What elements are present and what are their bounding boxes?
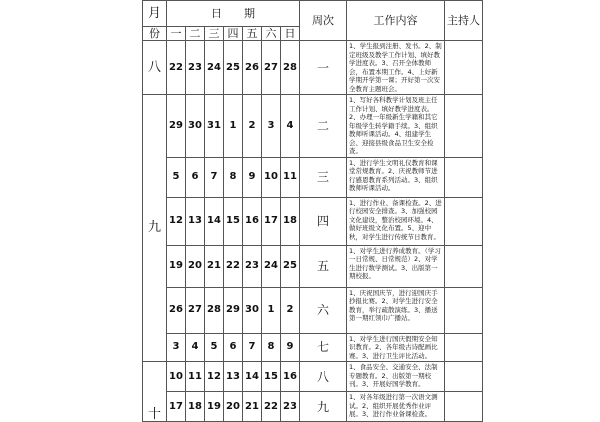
day-cell: 9 — [281, 333, 300, 362]
host-cell — [445, 197, 483, 245]
day-cell: 19 — [205, 392, 224, 422]
day-cell: 14 — [243, 362, 262, 392]
day-cell: 7 — [205, 157, 224, 197]
table-row — [143, 157, 483, 197]
day-cell: 22 — [167, 41, 186, 95]
table-row — [143, 362, 483, 392]
day-cell: 4 — [186, 333, 205, 362]
host-cell — [445, 333, 483, 362]
day-cell: 11 — [281, 157, 300, 197]
day-cell: 19 — [167, 245, 186, 287]
day-cell: 22 — [224, 245, 243, 287]
weekday-fri: 五 — [243, 27, 262, 41]
day-cell: 23 — [186, 41, 205, 95]
weekday-wed: 三 — [205, 27, 224, 41]
weekday-tue: 二 — [186, 27, 205, 41]
day-cell: 5 — [205, 333, 224, 362]
day-cell: 28 — [281, 41, 300, 95]
day-cell: 23 — [243, 245, 262, 287]
day-cell: 24 — [205, 41, 224, 95]
month-sep: 九 — [143, 95, 167, 362]
host-cell — [445, 95, 483, 158]
day-cell: 4 — [281, 95, 300, 158]
day-cell: 5 — [167, 157, 186, 197]
day-cell: 10 — [262, 157, 281, 197]
day-cell: 29 — [224, 287, 243, 333]
day-cell: 6 — [224, 333, 243, 362]
host-cell — [445, 245, 483, 287]
day-cell: 30 — [186, 95, 205, 158]
schedule-table — [142, 0, 483, 422]
day-cell: 15 — [224, 197, 243, 245]
day-cell: 15 — [262, 362, 281, 392]
weekday-sat: 六 — [262, 27, 281, 41]
day-cell: 12 — [167, 197, 186, 245]
day-cell: 27 — [186, 287, 205, 333]
host-cell — [445, 157, 483, 197]
host-cell — [445, 362, 483, 392]
day-cell: 26 — [167, 287, 186, 333]
day-cell: 16 — [243, 197, 262, 245]
work-content: 1、对学生进行养成教育。（学习一日常规、日常规范）2、对学生进行数学测试。3、出版第一期校报。 — [347, 245, 445, 287]
week-number: 八 — [300, 362, 347, 392]
day-cell: 26 — [243, 41, 262, 95]
day-cell: 6 — [186, 157, 205, 197]
month-oct: 十 — [143, 362, 167, 422]
day-cell: 7 — [243, 333, 262, 362]
day-cell: 17 — [167, 392, 186, 422]
day-cell: 21 — [205, 245, 224, 287]
work-content: 1、庆祝国庆节，进行迎国庆手抄报比赛。2、对学生进行安全教育，举行疏散演练。3、播送第一期红领巾广播站。 — [347, 287, 445, 333]
day-cell: 8 — [262, 333, 281, 362]
day-cell: 17 — [262, 197, 281, 245]
work-content: 1、对各年级进行第一次语文测试。2、组织开展优秀作业评展。3、进行作业备课检查。 — [347, 392, 445, 422]
month-aug: 八 — [143, 41, 167, 95]
day-cell: 1 — [262, 287, 281, 333]
day-cell: 10 — [167, 362, 186, 392]
week-number: 五 — [300, 245, 347, 287]
host-cell — [445, 287, 483, 333]
table-row — [143, 245, 483, 287]
work-content: 1、进行学生文明礼仪教育和课堂常规教育。2、庆祝教师节进行感恩教育系列活动。3、组织教师听课活动。 — [347, 157, 445, 197]
day-cell: 25 — [281, 245, 300, 287]
day-cell: 3 — [167, 333, 186, 362]
weekday-mon: 一 — [167, 27, 186, 41]
day-cell: 11 — [186, 362, 205, 392]
header-date: 日 期 — [167, 1, 300, 27]
week-number: 九 — [300, 392, 347, 422]
day-cell: 18 — [281, 197, 300, 245]
work-content: 1、对学生进行国庆假期安全知识教育。2、各年级古诗配画比赛。3、进行卫生评比活动。 — [347, 333, 445, 362]
day-cell: 24 — [262, 245, 281, 287]
weekday-thu: 四 — [224, 27, 243, 41]
week-number: 六 — [300, 287, 347, 333]
day-cell: 20 — [186, 245, 205, 287]
day-cell: 13 — [224, 362, 243, 392]
day-cell: 31 — [205, 95, 224, 158]
day-cell: 2 — [243, 95, 262, 158]
week-number: 四 — [300, 197, 347, 245]
day-cell: 18 — [186, 392, 205, 422]
day-cell: 1 — [224, 95, 243, 158]
weekday-sun: 日 — [281, 27, 300, 41]
day-cell: 2 — [281, 287, 300, 333]
table-row — [143, 333, 483, 362]
day-cell: 16 — [281, 362, 300, 392]
table-row — [143, 392, 483, 422]
work-content: 1、食品安全、交通安全、法制专题教育。2、出版第一期校刊。3、开展好国学教育。 — [347, 362, 445, 392]
table-row — [143, 287, 483, 333]
day-cell: 28 — [205, 287, 224, 333]
day-cell: 13 — [186, 197, 205, 245]
work-content: 1、写好各科教学计划及班主任工作计划、填好教学进度表。2、办理一年级新生学籍和其它年级学生转学籍手续。3、组织教师听课活动。4、组建学生会、迎接县级食品卫生安全检查。 — [347, 95, 445, 158]
host-cell — [445, 392, 483, 422]
week-number: 三 — [300, 157, 347, 197]
header-content: 工作内容 — [347, 1, 445, 41]
table-row — [143, 41, 483, 95]
host-cell — [445, 41, 483, 95]
day-cell: 8 — [224, 157, 243, 197]
day-cell: 9 — [243, 157, 262, 197]
header-host: 主持人 — [445, 1, 483, 41]
day-cell: 22 — [262, 392, 281, 422]
day-cell: 21 — [243, 392, 262, 422]
day-cell: 20 — [224, 392, 243, 422]
header-part: 份 — [143, 27, 167, 41]
day-cell: 25 — [224, 41, 243, 95]
work-content: 1、学生报到注册、发书。2、制定班级及教学工作计划、填好教学进度表。3、召开全体教师会，布置本期工作。4、上好新学期开学第一课；开好第一次安全教育主题班会。 — [347, 41, 445, 95]
header-week: 周次 — [300, 1, 347, 41]
day-cell: 27 — [262, 41, 281, 95]
day-cell: 14 — [205, 197, 224, 245]
table-row — [143, 197, 483, 245]
day-cell: 3 — [262, 95, 281, 158]
header-month: 月 — [143, 1, 167, 27]
day-cell: 23 — [281, 392, 300, 422]
day-cell: 29 — [167, 95, 186, 158]
work-content: 1、进行作业、备课检查。2、进行校园安全排查。3、加强校园文化建设，整治校园环境。4、做好班级文化布置。5、迎中秋，对学生进行传统节日教育。 — [347, 197, 445, 245]
week-number: 七 — [300, 333, 347, 362]
day-cell: 30 — [243, 287, 262, 333]
day-cell: 12 — [205, 362, 224, 392]
table-row — [143, 95, 483, 158]
week-number: 一 — [300, 41, 347, 95]
week-number: 二 — [300, 95, 347, 158]
